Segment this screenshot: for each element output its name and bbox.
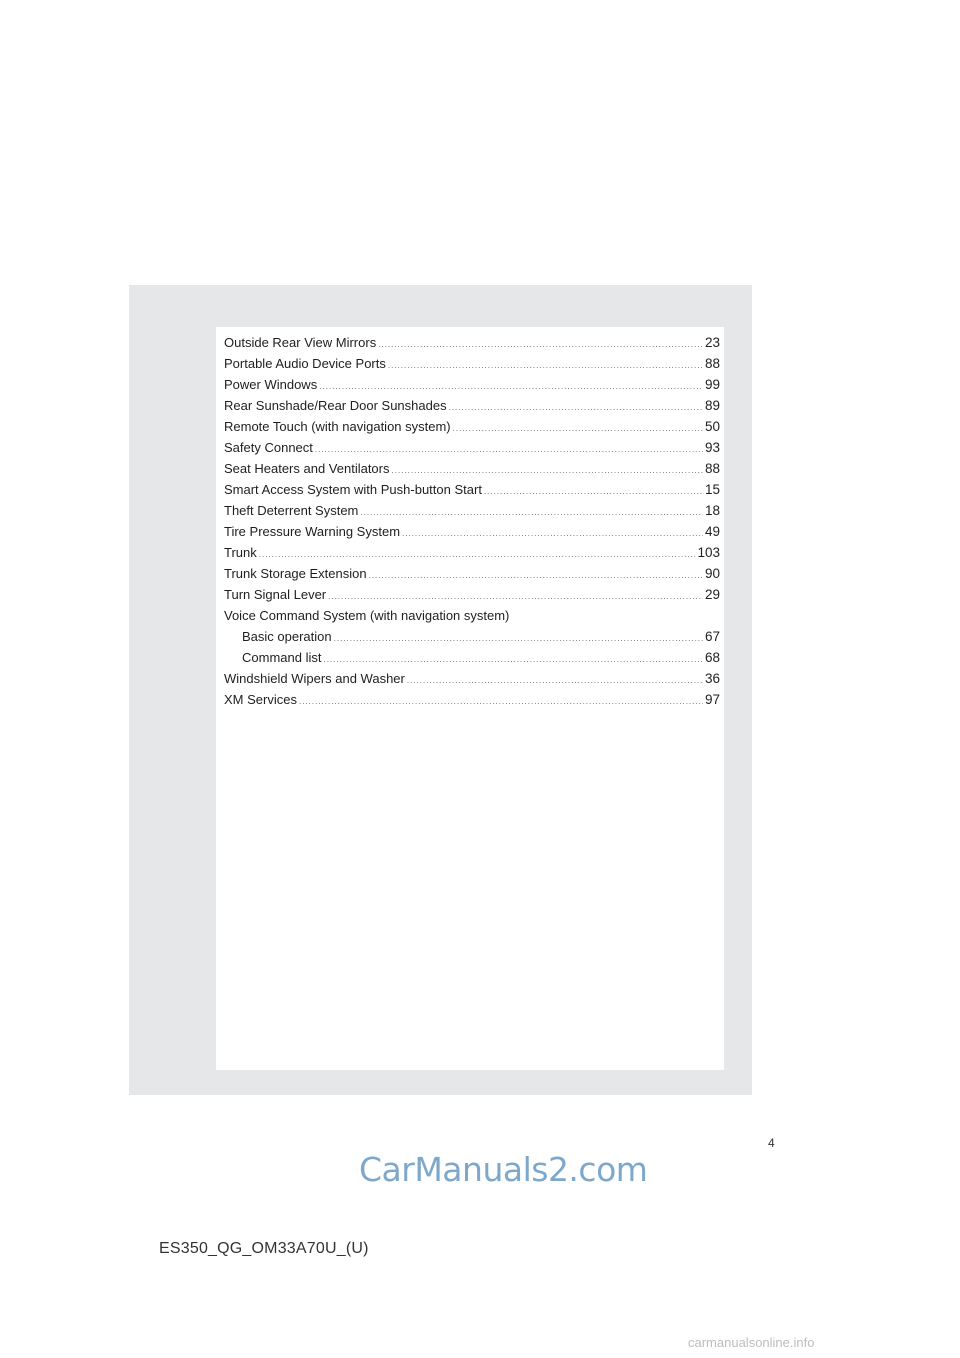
entry-title: Seat Heaters and Ventilators [224,461,390,476]
dot-leader [484,481,703,502]
dot-leader [407,670,703,691]
dot-leader [315,439,703,460]
index-entry [224,668,720,689]
dot-leader [453,418,703,439]
index-entry [224,395,720,416]
index-entry [224,479,720,500]
entry-page: 49 [704,524,720,539]
entry-page: 23 [704,335,720,350]
entry-page: 90 [704,566,720,581]
index-entry-heading [224,605,720,626]
entry-title: Tire Pressure Warning System [224,524,401,539]
entry-page: 99 [704,377,720,392]
index-entry [224,374,720,395]
entry-page: 68 [704,650,720,665]
index-subentry [224,626,720,647]
entry-page: 18 [704,503,720,518]
entry-title: Basic operation [242,629,332,644]
entry-title: Voice Command System (with navigation system) [224,608,510,623]
index-entry [224,500,720,521]
index-entry [224,689,720,710]
entry-page: 29 [704,587,720,602]
index-entry [224,563,720,584]
document-code: ES350_QG_OM33A70U_(U) [159,1240,369,1257]
entry-page: 36 [704,671,720,686]
footer-watermark: carmanualsonline.info [688,1335,815,1350]
entry-title: Windshield Wipers and Washer [224,671,405,686]
index-entry [224,416,720,437]
index-entry [224,332,720,353]
index-entry [224,521,720,542]
entry-page: 50 [704,419,720,434]
entry-title: Trunk [224,545,257,560]
dot-leader [319,376,703,397]
entry-title: Rear Sunshade/Rear Door Sunshades [224,398,447,413]
index-entry [224,437,720,458]
dot-leader [369,565,703,586]
dot-leader [299,691,703,712]
index-entry [224,353,720,374]
dot-leader [449,397,703,418]
entry-page: 103 [697,545,720,560]
entry-page: 93 [704,440,720,455]
entry-page: 97 [704,692,720,707]
dot-leader [328,586,703,607]
dot-leader [388,355,703,376]
dot-leader [323,649,703,670]
entry-title: Remote Touch (with navigation system) [224,419,451,434]
index-entry [224,458,720,479]
dot-leader [378,334,703,355]
dot-leader [402,523,703,544]
index-entry [224,584,720,605]
page-number: 4 [768,1136,775,1150]
dot-leader [392,460,703,481]
entry-title: Trunk Storage Extension [224,566,367,581]
entry-page: 89 [704,398,720,413]
entry-page: 88 [704,461,720,476]
entry-title: Command list [242,650,322,665]
entry-title: Theft Deterrent System [224,503,359,518]
entry-title: Portable Audio Device Ports [224,356,386,371]
dot-leader [334,628,703,649]
dot-leader [259,544,696,565]
entry-title: Smart Access System with Push-button Start [224,482,482,497]
entry-title: Turn Signal Lever [224,587,327,602]
entry-title: Safety Connect [224,440,313,455]
entry-title: XM Services [224,692,297,707]
watermark-logo: CarManuals2.com [359,1150,648,1189]
entry-page: 67 [704,629,720,644]
entry-title: Power Windows [224,377,318,392]
index-subentry [224,647,720,668]
index-list [224,332,720,710]
entry-title: Outside Rear View Mirrors [224,335,377,350]
entry-page: 88 [704,356,720,371]
index-entry [224,542,720,563]
entry-page: 15 [704,482,720,497]
dot-leader [360,502,703,523]
